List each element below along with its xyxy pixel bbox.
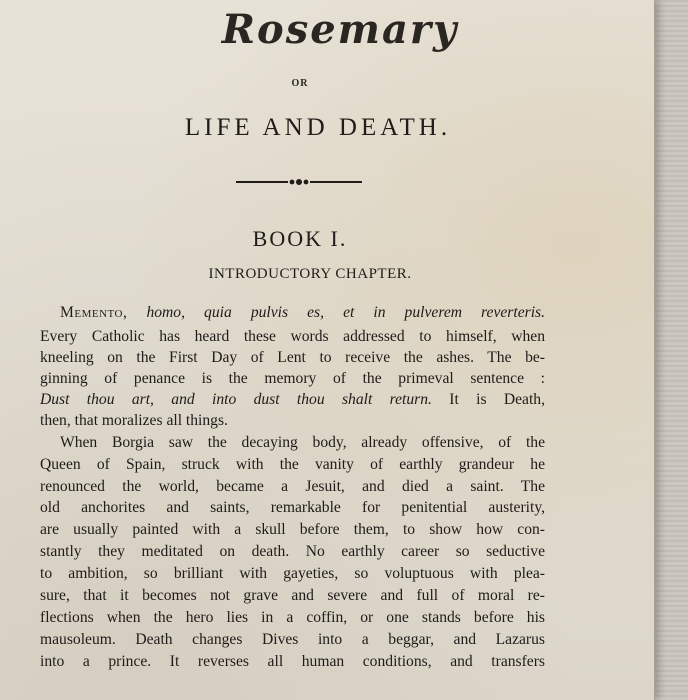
book-subtitle: LIFE AND DEATH. [184,114,452,141]
text-line: sure, that it becomes not grave and severe and full of moral re- [40,587,545,604]
text-line: stantly they meditated on death. No earthly career so seductive [40,543,545,560]
text-line: Queen of Spain, struck with the vanity of earthly grandeur he [40,456,545,473]
book-title: Rosemary [221,6,459,53]
text-line: When Borgia saw the decaying body, already offensive, of the [60,434,545,451]
ornament-rule [236,176,362,188]
text-line: Memento, homo, quia pulvis es, et in pulverem reverteris. [60,304,545,321]
book-heading: BOOK I. [252,226,348,251]
text-line: are usually painted with a skull before them, to show how con- [40,521,545,538]
text-line: kneeling on the First Day of Lent to receive the ashes. The be- [40,349,545,366]
text-line: Dust thou art, and into dust thou shalt return. It is Death, [40,391,545,408]
text-line: flections when the hero lies in a coffin, or one stands before his [40,609,545,626]
text-line: Every Catholic has heard these words addressed to himself, when [40,328,545,345]
title-conjunction: OR [291,78,309,89]
text-line: renounced the world, became a Jesuit, and died a saint. The [40,478,545,495]
text-line: to ambition, so brilliant with gayeties, so voluptuous with plea- [40,565,545,582]
text-line: into a prince. It reverses all human conditions, and transfers [40,653,545,670]
text-line: old anchorites and saints, remarkable for penitential austerity, [40,499,545,516]
chapter-heading: INTRODUCTORY CHAPTER. [208,266,412,282]
text-line: mausoleum. Death changes Dives into a beggar, and Lazarus [40,631,545,648]
text-line: then, that moralizes all things. [40,412,228,429]
text-line: ginning of penance is the memory of the primeval sentence : [40,370,545,387]
